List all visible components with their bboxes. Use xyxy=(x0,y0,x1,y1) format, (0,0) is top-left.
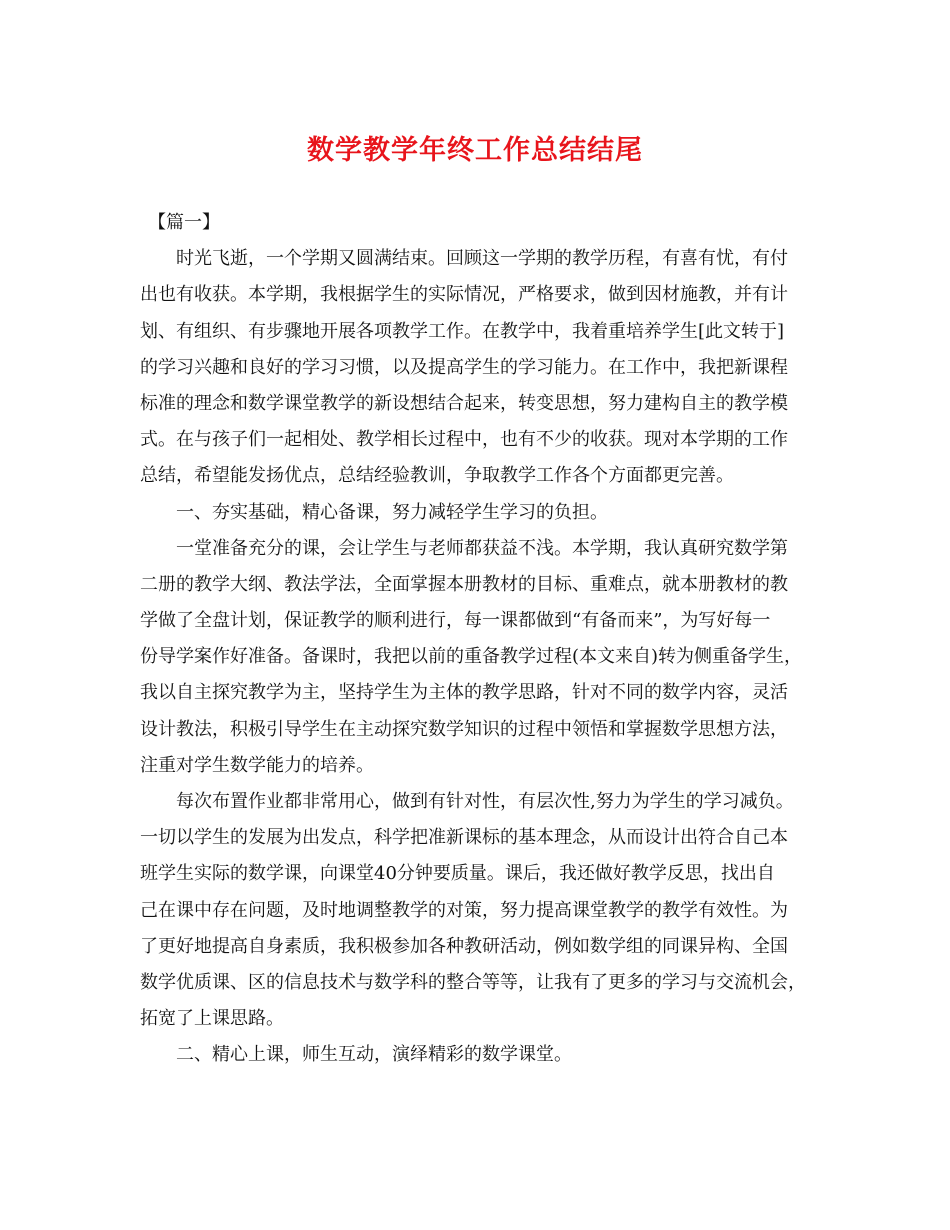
paragraph-line: 一堂准备充分的课，会让学生与老师都获益不浅。本学期，我认真研究数学第 xyxy=(176,537,788,559)
section-heading: 一、夯实基础，精心备课，努力减轻学生学习的负担。 xyxy=(176,501,608,523)
paragraph-line: 班学生实际的数学课，向课堂40分钟要质量。课后，我还做好教学反思，找出自 xyxy=(140,863,775,885)
paragraph-line: 每次布置作业都非常用心，做到有针对性，有层次性,努力为学生的学习减负。 xyxy=(176,791,794,812)
paragraph-line: 数学优质课、区的信息技术与数学科的整合等等，让我有了更多的学习与交流机会， xyxy=(140,971,806,993)
paragraph-line: 学做了全盘计划，保证教学的顺利进行，每一课都做到“有备而来”，为写好每一 xyxy=(140,610,771,632)
paragraph-line: 总结，希望能发扬优点，总结经验教训，争取教学工作各个方面都更完善。 xyxy=(140,465,734,487)
paragraph-line: 式。在与孩子们一起相处、教学相长过程中，也有不少的收获。现对本学期的工作 xyxy=(140,429,788,451)
paragraph-line: 拓宽了上课思路。 xyxy=(140,1008,284,1030)
paragraph-line: 出也有收获。本学期，我根据学生的实际情况，严格要求，做到因材施教，并有计 xyxy=(140,284,788,306)
paragraph-line: 划、有组织、有步骤地开展各项教学工作。在教学中，我着重培养学生[此文转于] xyxy=(140,320,785,342)
section-heading: 二、精心上课，师生互动，演绎精彩的数学课堂。 xyxy=(176,1044,572,1066)
paragraph-line: 标准的理念和数学课堂教学的新设想结合起来，转变思想，努力建构自主的教学模 xyxy=(140,392,788,414)
section-tag: 【篇一】 xyxy=(148,212,220,233)
paragraph-line: 己在课中存在问题，及时地调整教学的对策，努力提高课堂教学的教学有效性。为 xyxy=(140,899,788,921)
paragraph-line: 份导学案作好准备。备课时，我把以前的重备教学过程(本文来自)转为侧重备学生， xyxy=(140,646,803,668)
paragraph-line: 注重对学生数学能力的培养。 xyxy=(140,754,374,776)
paragraph-line: 我以自主探究教学为主，坚持学生为主体的教学思路，针对不同的数学内容，灵活 xyxy=(140,682,788,704)
paragraph-line: 二册的教学大纲、教法学法，全面掌握本册教材的目标、重难点，就本册教材的教 xyxy=(140,573,788,595)
paragraph-line: 设计教法，积极引导学生在主动探究数学知识的过程中领悟和掌握数学思想方法， xyxy=(140,718,788,740)
document-title: 数学教学年终工作总结结尾 xyxy=(307,135,643,166)
paragraph-line: 一切以学生的发展为出发点，科学把准新课标的基本理念，从而设计出符合自己本 xyxy=(140,827,788,849)
paragraph-line: 了更好地提高自身素质，我积极参加各种教研活动，例如数学组的同课异构、全国 xyxy=(140,935,788,957)
document-body xyxy=(140,205,830,1074)
paragraph-line: 时光飞逝，一个学期又圆满结束。回顾这一学期的教学历程，有喜有忧，有付 xyxy=(176,248,788,270)
paragraph-line: 的学习兴趣和良好的学习习惯，以及提高学生的学习能力。在工作中，我把新课程 xyxy=(140,356,788,378)
